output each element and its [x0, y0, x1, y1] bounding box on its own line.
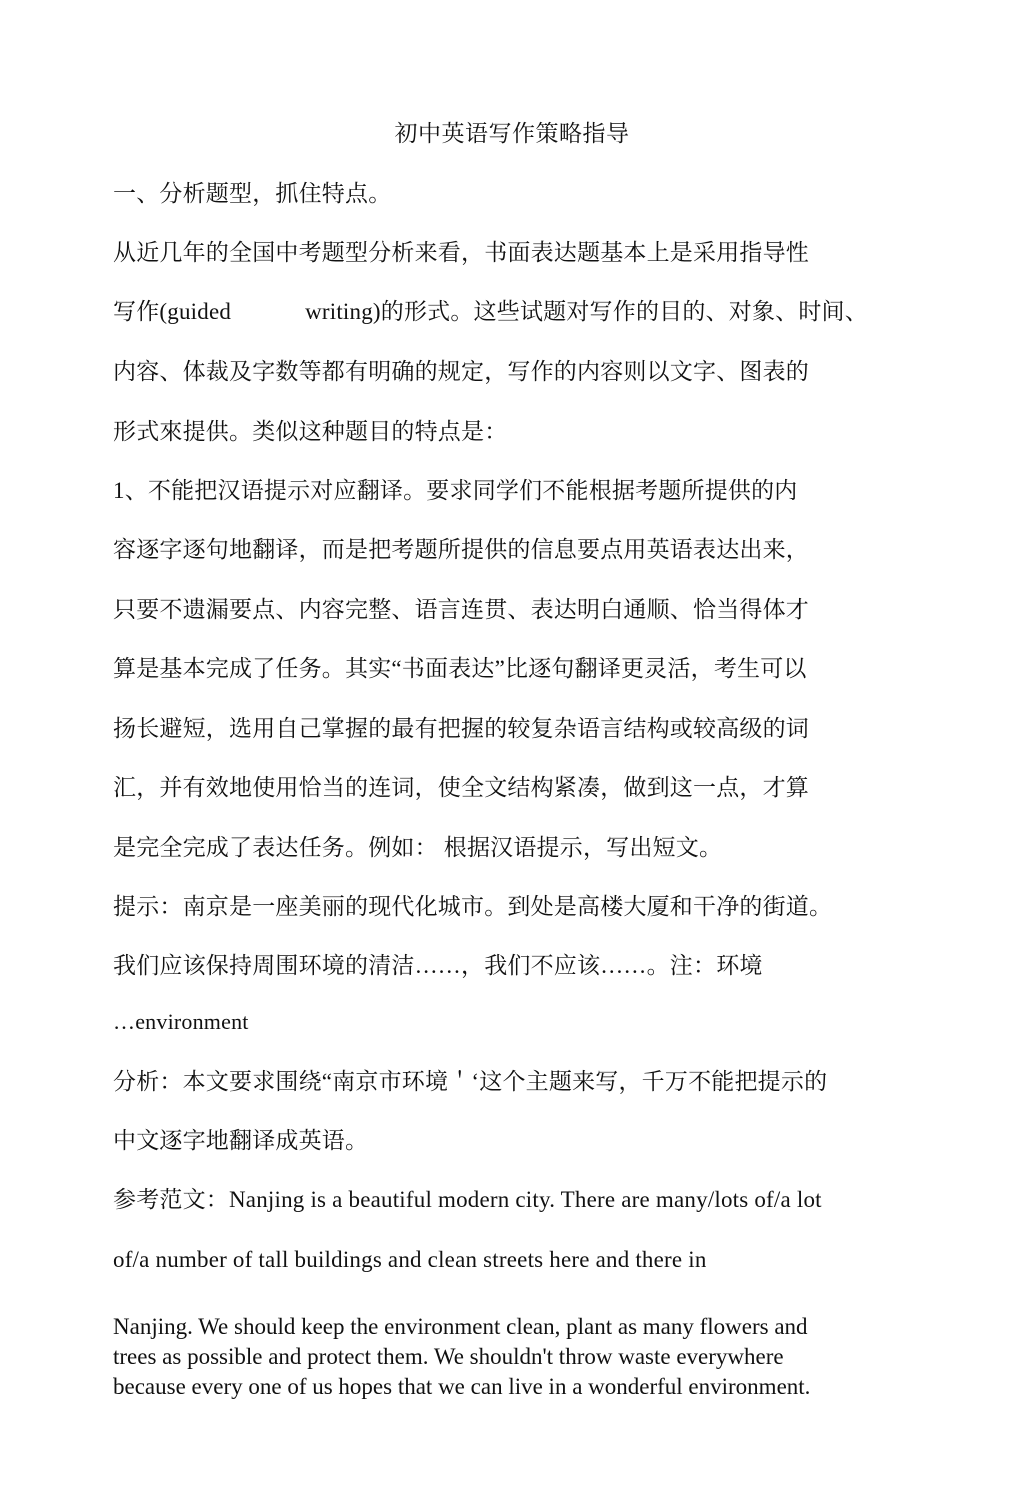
paragraph-line: 容逐字逐句地翻译，而是把考题所提供的信息要点用英语表达出来，: [113, 537, 809, 562]
analysis-line: 分析：本文要求围绕“南京市环境＇‘这个主题来写，千万不能把提示的: [113, 1069, 828, 1094]
sample-essay-line: trees as possible and protect them. We shouldn't throw waste everywhere: [113, 1344, 784, 1369]
prompt-note: …environment: [113, 1009, 249, 1034]
paragraph-line: 扬长避短，选用自己掌握的最有把握的较复杂语言结构或较高级的词: [113, 716, 809, 741]
sample-essay-paragraph: [113, 1312, 913, 1402]
paragraph-line-part: 写作(guided: [113, 299, 232, 324]
analysis-line: 中文逐字地翻译成英语。: [113, 1128, 369, 1153]
paragraph-line: 形式來提供。类似这种题目的特点是：: [113, 419, 508, 444]
prompt-line: 提示：南京是一座美丽的现代化城市。到处是高楼大厦和干净的街道。: [113, 894, 833, 919]
prompt-line: 我们应该保持周围环境的清洁……，我们不应该……。注：环境: [113, 953, 763, 978]
paragraph-line: 是完全完成了表达任务。例如： 根据汉语提示，写出短文。: [113, 835, 723, 860]
sample-essay-line: Nanjing. We should keep the environment clean, plant as many flowers and: [113, 1314, 808, 1339]
sample-essay-line: because every one of us hopes that we can live in a wonderful environment.: [113, 1374, 811, 1399]
paragraph-line-part: writing)的形式。这些试题对写作的目的、对象、时间、: [305, 299, 868, 324]
section-heading: 一、分析题型，抓住特点。: [113, 181, 392, 206]
document-title: 初中英语写作策略指导: [394, 121, 630, 146]
paragraph-line: 算是基本完成了任务。其实“书面表达”比逐句翻译更灵活，考生可以: [113, 656, 807, 681]
paragraph-line: [113, 298, 868, 326]
paragraph-line: 从近几年的全国中考题型分析来看，书面表达题基本上是采用指导性: [113, 240, 809, 265]
sample-essay-line: 参考范文：Nanjing is a beautiful modern city. There are many/lots of/a lot: [113, 1187, 822, 1212]
paragraph-line: 只要不遗漏要点、内容完整、语言连贯、表达明白通顺、恰当得体才: [113, 597, 809, 622]
paragraph-line: 内容、体裁及字数等都有明确的规定，写作的内容则以文字、图表的: [113, 359, 809, 384]
paragraph-line: 汇，并有效地使用恰当的连词，使全文结构紧凑，做到这一点，才算: [113, 775, 809, 800]
sample-essay-line: of/a number of tall buildings and clean streets here and there in: [113, 1247, 707, 1272]
paragraph-line: 1、不能把汉语提示对应翻译。要求同学们不能根据考题所提供的内: [113, 478, 798, 503]
